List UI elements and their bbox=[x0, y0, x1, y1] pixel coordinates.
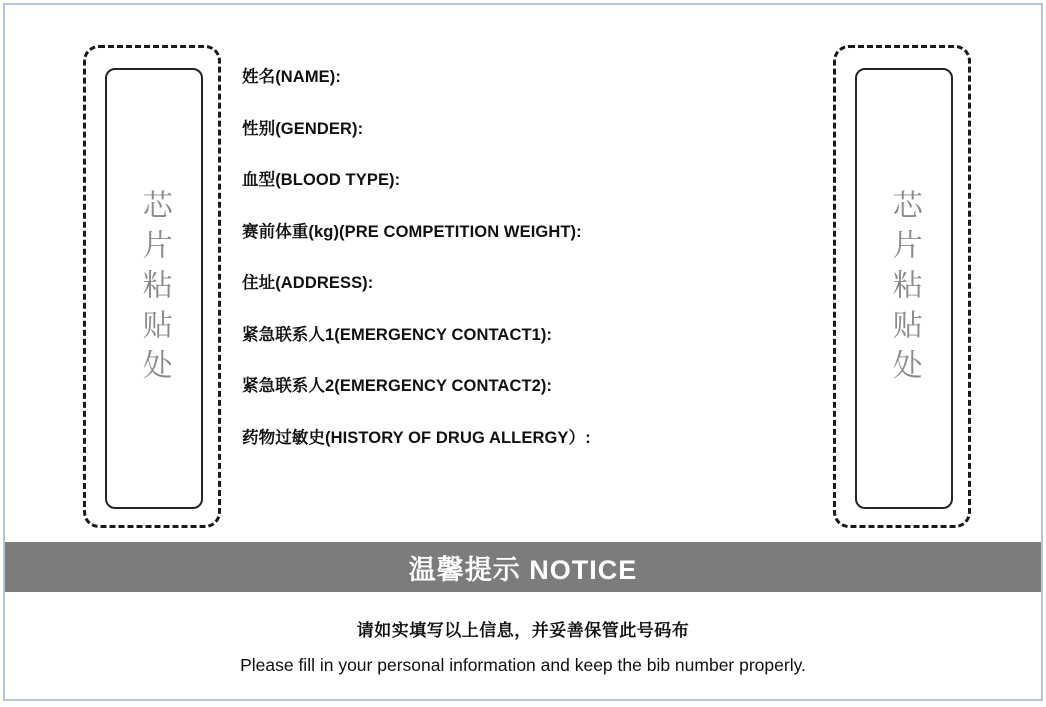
bib-upper-section bbox=[5, 5, 1041, 542]
notice-footer bbox=[5, 592, 1041, 699]
field-label-blood-type: 血型(BLOOD TYPE): bbox=[242, 171, 401, 189]
chip-paste-area-right bbox=[833, 45, 971, 528]
field-label-pre-weight: 赛前体重(kg)(PRE COMPETITION WEIGHT): bbox=[242, 222, 582, 241]
notice-text-english: Please fill in your personal information and keep the bib number properly. bbox=[240, 654, 806, 675]
chip-paste-inner-left bbox=[105, 68, 203, 509]
notice-banner bbox=[5, 542, 1041, 592]
chip-paste-area-left bbox=[83, 45, 221, 528]
chip-paste-area-label: 芯片粘贴处 bbox=[887, 188, 921, 389]
chip-paste-inner-right bbox=[855, 68, 953, 509]
field-label-emergency-contact-2: 紧急联系人2(EMERGENCY CONTACT2): bbox=[242, 377, 553, 395]
chip-paste-area-label: 芯片粘贴处 bbox=[137, 188, 171, 389]
notice-title: 温馨提示 NOTICE bbox=[408, 554, 638, 585]
field-label-drug-allergy: 药物过敏史(HISTORY OF DRUG ALLERGY）: bbox=[242, 428, 591, 447]
field-label-emergency-contact-1: 紧急联系人1(EMERGENCY CONTACT1): bbox=[242, 325, 553, 344]
notice-text-chinese: 请如实填写以上信息，并妥善保管此号码布 bbox=[356, 620, 690, 640]
field-label-gender: 性别(GENDER): bbox=[242, 119, 364, 138]
field-label-address: 住址(ADDRESS): bbox=[242, 274, 374, 292]
bib-card bbox=[3, 3, 1043, 701]
field-label-name: 姓名(NAME): bbox=[242, 68, 341, 86]
personal-info-fields bbox=[242, 63, 802, 448]
